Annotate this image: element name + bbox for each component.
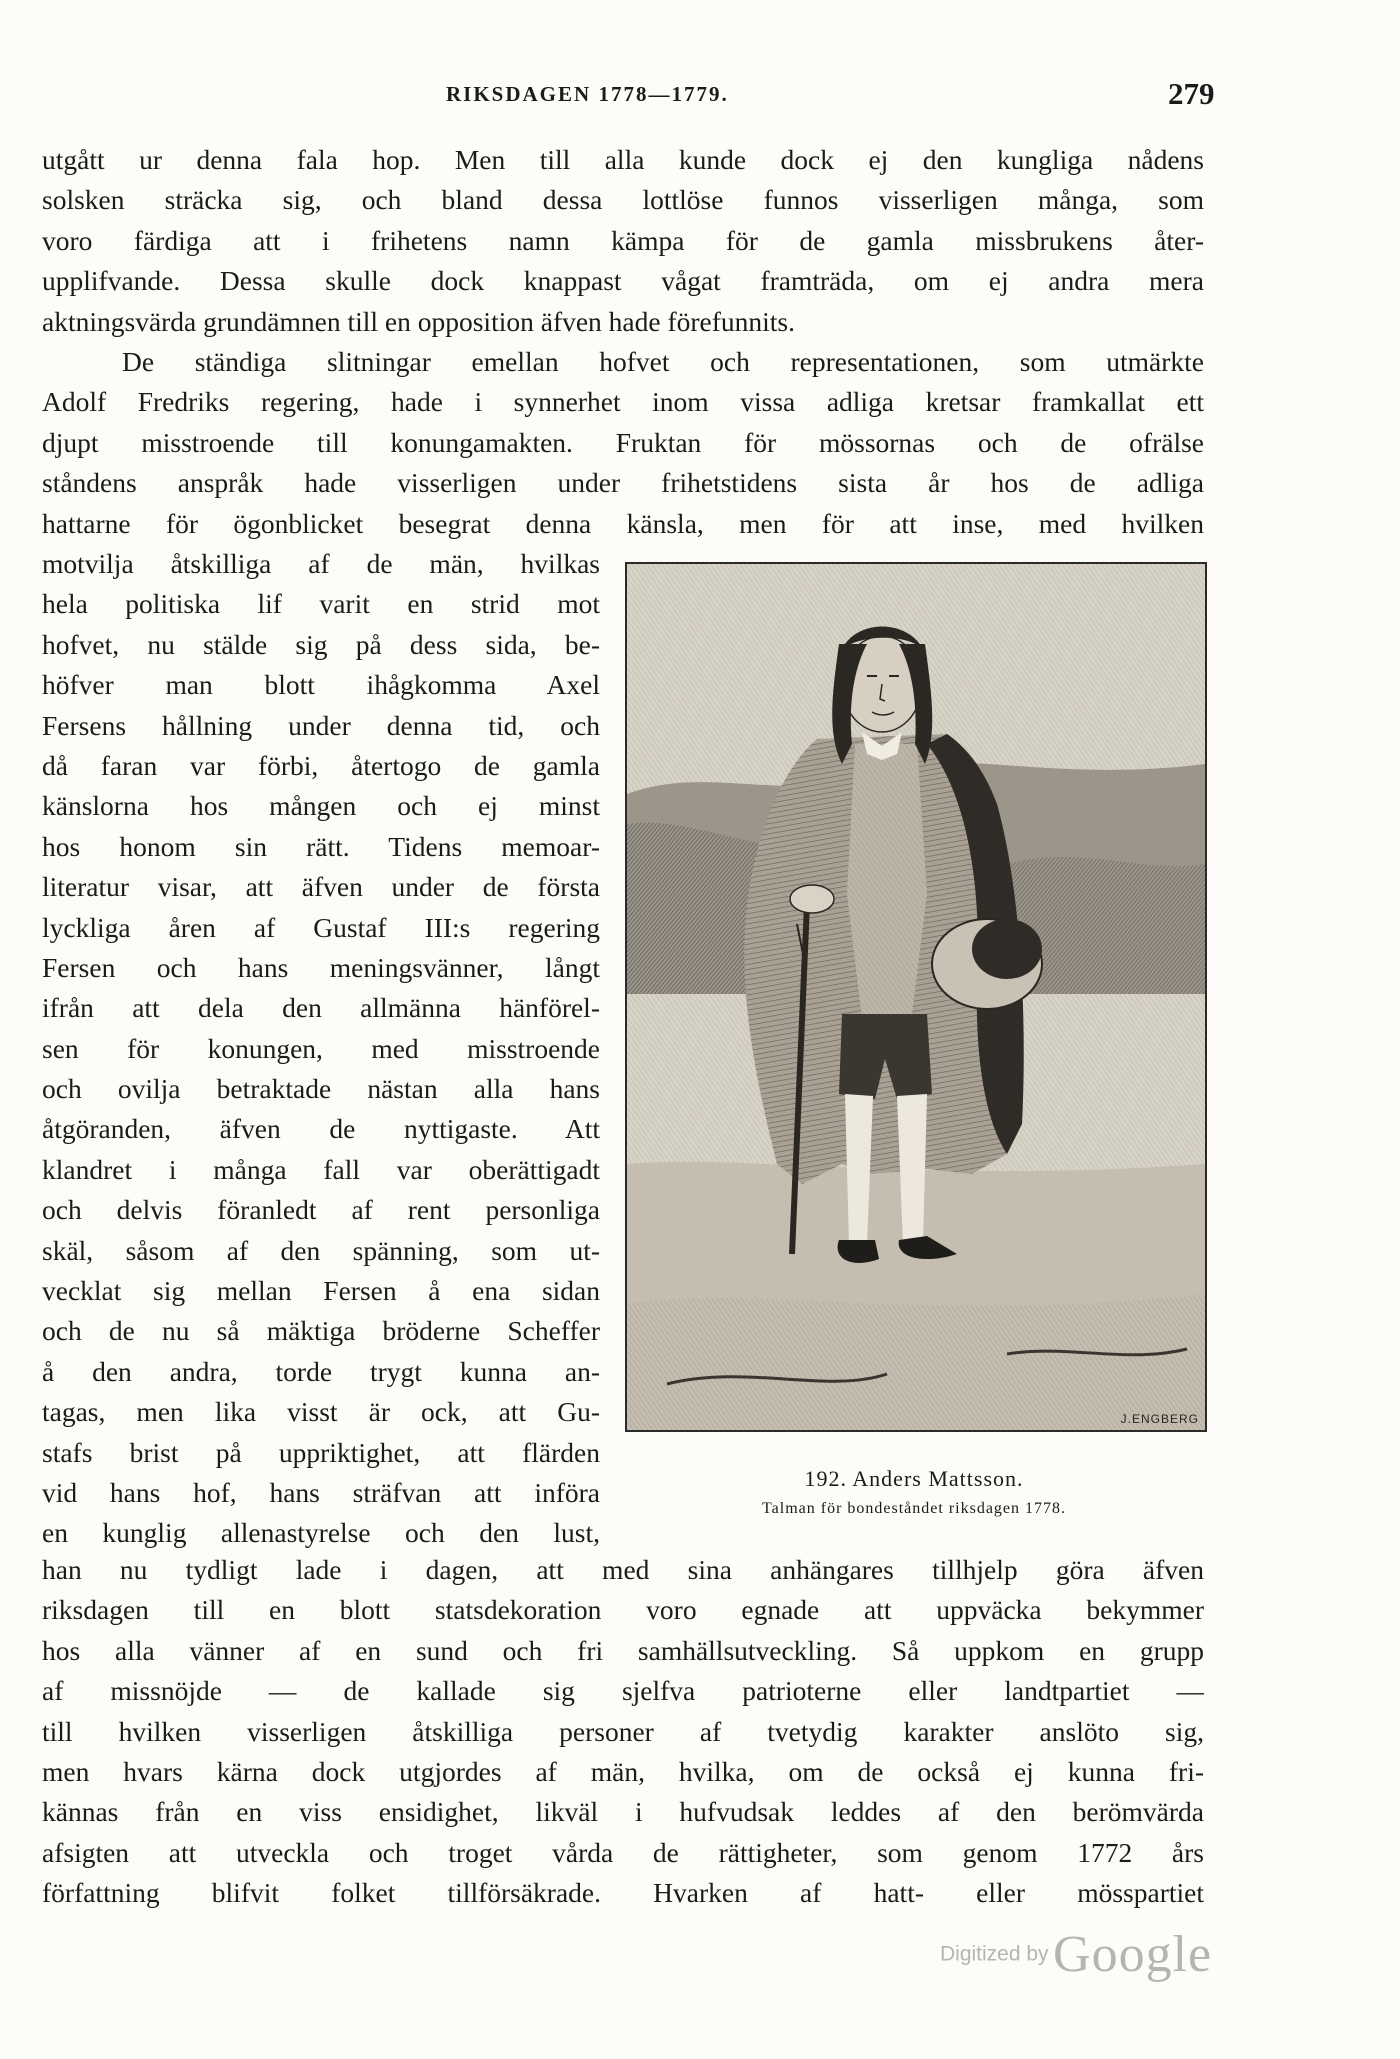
text-line: han nu tydligt lade i dagen, att med sina anhängares tillhjelp göra äfven [42,1554,1204,1585]
text-line: De ständiga slitningar emellan hofvet och representationen, som utmärkte [122,345,1204,377]
text-line: tagas, men lika visst är ock, att Gu- [42,1396,600,1428]
running-head: RIKSDAGEN 1778—1779. [446,82,729,106]
text-line: utgått ur denna fala hop. Men till alla kunde dock ej den kungliga nådens [42,144,1204,175]
portrait-engraving [625,562,1207,1432]
text-line: motvilja åtskilliga af de män, hvilkas [42,548,600,579]
text-line: stafs brist på uppriktighet, att flärden [42,1436,600,1468]
text-line: klandret i många fall var oberättigadt [42,1153,600,1185]
engraver-signature: J.ENGBERG [1120,1412,1199,1426]
text-line: upplifvande. Dessa skulle dock knappast vågat framträda, om ej andra mera [42,265,1204,297]
text-line: djupt misstroende till konungamakten. Fruktan för mössornas och de ofrälse [42,426,1204,458]
text-line: aktningsvärda grundämnen till en opposition äfven hade förefunnits. [42,305,796,337]
text-line: ståndens anspråk hade visserligen under frihetstidens sista år hos de adliga [42,467,1204,499]
text-line: författning blifvit folket tillförsäkrade. Hvarken af hatt- eller mösspartiet [42,1877,1204,1909]
text-line: hattarne för ögonblicket besegrat denna känsla, men för att inse, med hvilken [42,507,1204,539]
text-line: kännas från en viss ensidighet, likväl i hufvudsak leddes af den berömvärda [42,1796,1204,1828]
portrait-illustration [627,564,1205,1430]
text-line: skäl, såsom af den spänning, som ut- [42,1234,600,1266]
text-line: hela politiska lif varit en strid mot [42,588,600,620]
text-line: höfver man blott ihågkomma Axel [42,669,600,701]
figure-caption-subtitle: Talman för bondeståndet riksdagen 1778. [761,1500,1067,1517]
text-line: Adolf Fredriks regering, hade i synnerhet inom vissa adliga kretsar framkallat ett [42,386,1204,418]
text-line: vid hans hof, hans sträfvan att införa [42,1476,600,1508]
figure-caption-number: 192. Anders Mattsson. [804,1466,1024,1491]
page-header [36,76,1400,116]
text-line: åtgöranden, äfven de nyttigaste. Att [42,1113,600,1145]
text-line: lyckliga åren af Gustaf III:s regering [42,911,600,943]
text-line: afsigten att utveckla och troget vårda de rättigheter, som genom 1772 års [42,1836,1204,1868]
text-line: literatur visar, att äfven under de första [42,871,600,903]
text-line: och delvis föranledt af rent personliga [42,1194,600,1226]
text-block-top [42,140,1204,544]
text-line: känslorna hos mången och ej minst [42,790,600,822]
text-line: men hvars kärna dock utgjordes af män, hvilka, om de också ej kunna fri- [42,1755,1204,1787]
text-line: hos alla vänner af en sund och fri samhällsutveckling. Så uppkom en grupp [42,1634,1204,1666]
text-line: och ovilja betraktade nästan alla hans [42,1073,600,1105]
text-line: vecklat sig mellan Fersen å ena sidan [42,1275,600,1307]
text-block-bottom [42,1550,1204,1914]
text-line: Fersens hållning under denna tid, och [42,709,600,741]
text-block-narrow [42,544,600,1554]
text-line: och de nu så mäktiga bröderne Scheffer [42,1315,600,1347]
text-line: voro färdiga att i frihetens namn kämpa för de gamla missbrukens åter- [42,224,1204,256]
text-line: hofvet, nu stälde sig på dess sida, be- [42,628,600,660]
text-line: ifrån att dela den allmänna hänförel- [42,992,600,1024]
watermark-prefix: Digitized by [940,1942,1049,1966]
text-line: hos honom sin rätt. Tidens memoar- [42,830,600,862]
text-line: solsken sträcka sig, och bland dessa lottlöse funnos visserligen många, som [42,184,1204,216]
digitized-watermark [940,1925,1212,1984]
text-line: af missnöjde — de kallade sig sjelfva patrioterne eller landtpartiet — [42,1675,1204,1707]
text-line: Fersen och hans meningsvänner, långt [42,951,600,983]
text-line: riksdagen till en blott statsdekoration voro egnade att uppväcka bekymmer [42,1594,1204,1626]
text-line: en kunglig allenastyrelse och den lust, [42,1517,600,1549]
text-line: sen för konungen, med misstroende [42,1032,600,1064]
text-line: å den andra, torde trygt kunna an- [42,1355,600,1387]
page-number: 279 [1168,76,1215,111]
text-line: då faran var förbi, återtogo de gamla [42,749,600,781]
google-logo: Google [1053,1926,1213,1983]
text-line: till hvilken visserligen åtskilliga personer af tvetydig karakter anslöto sig, [42,1715,1204,1747]
